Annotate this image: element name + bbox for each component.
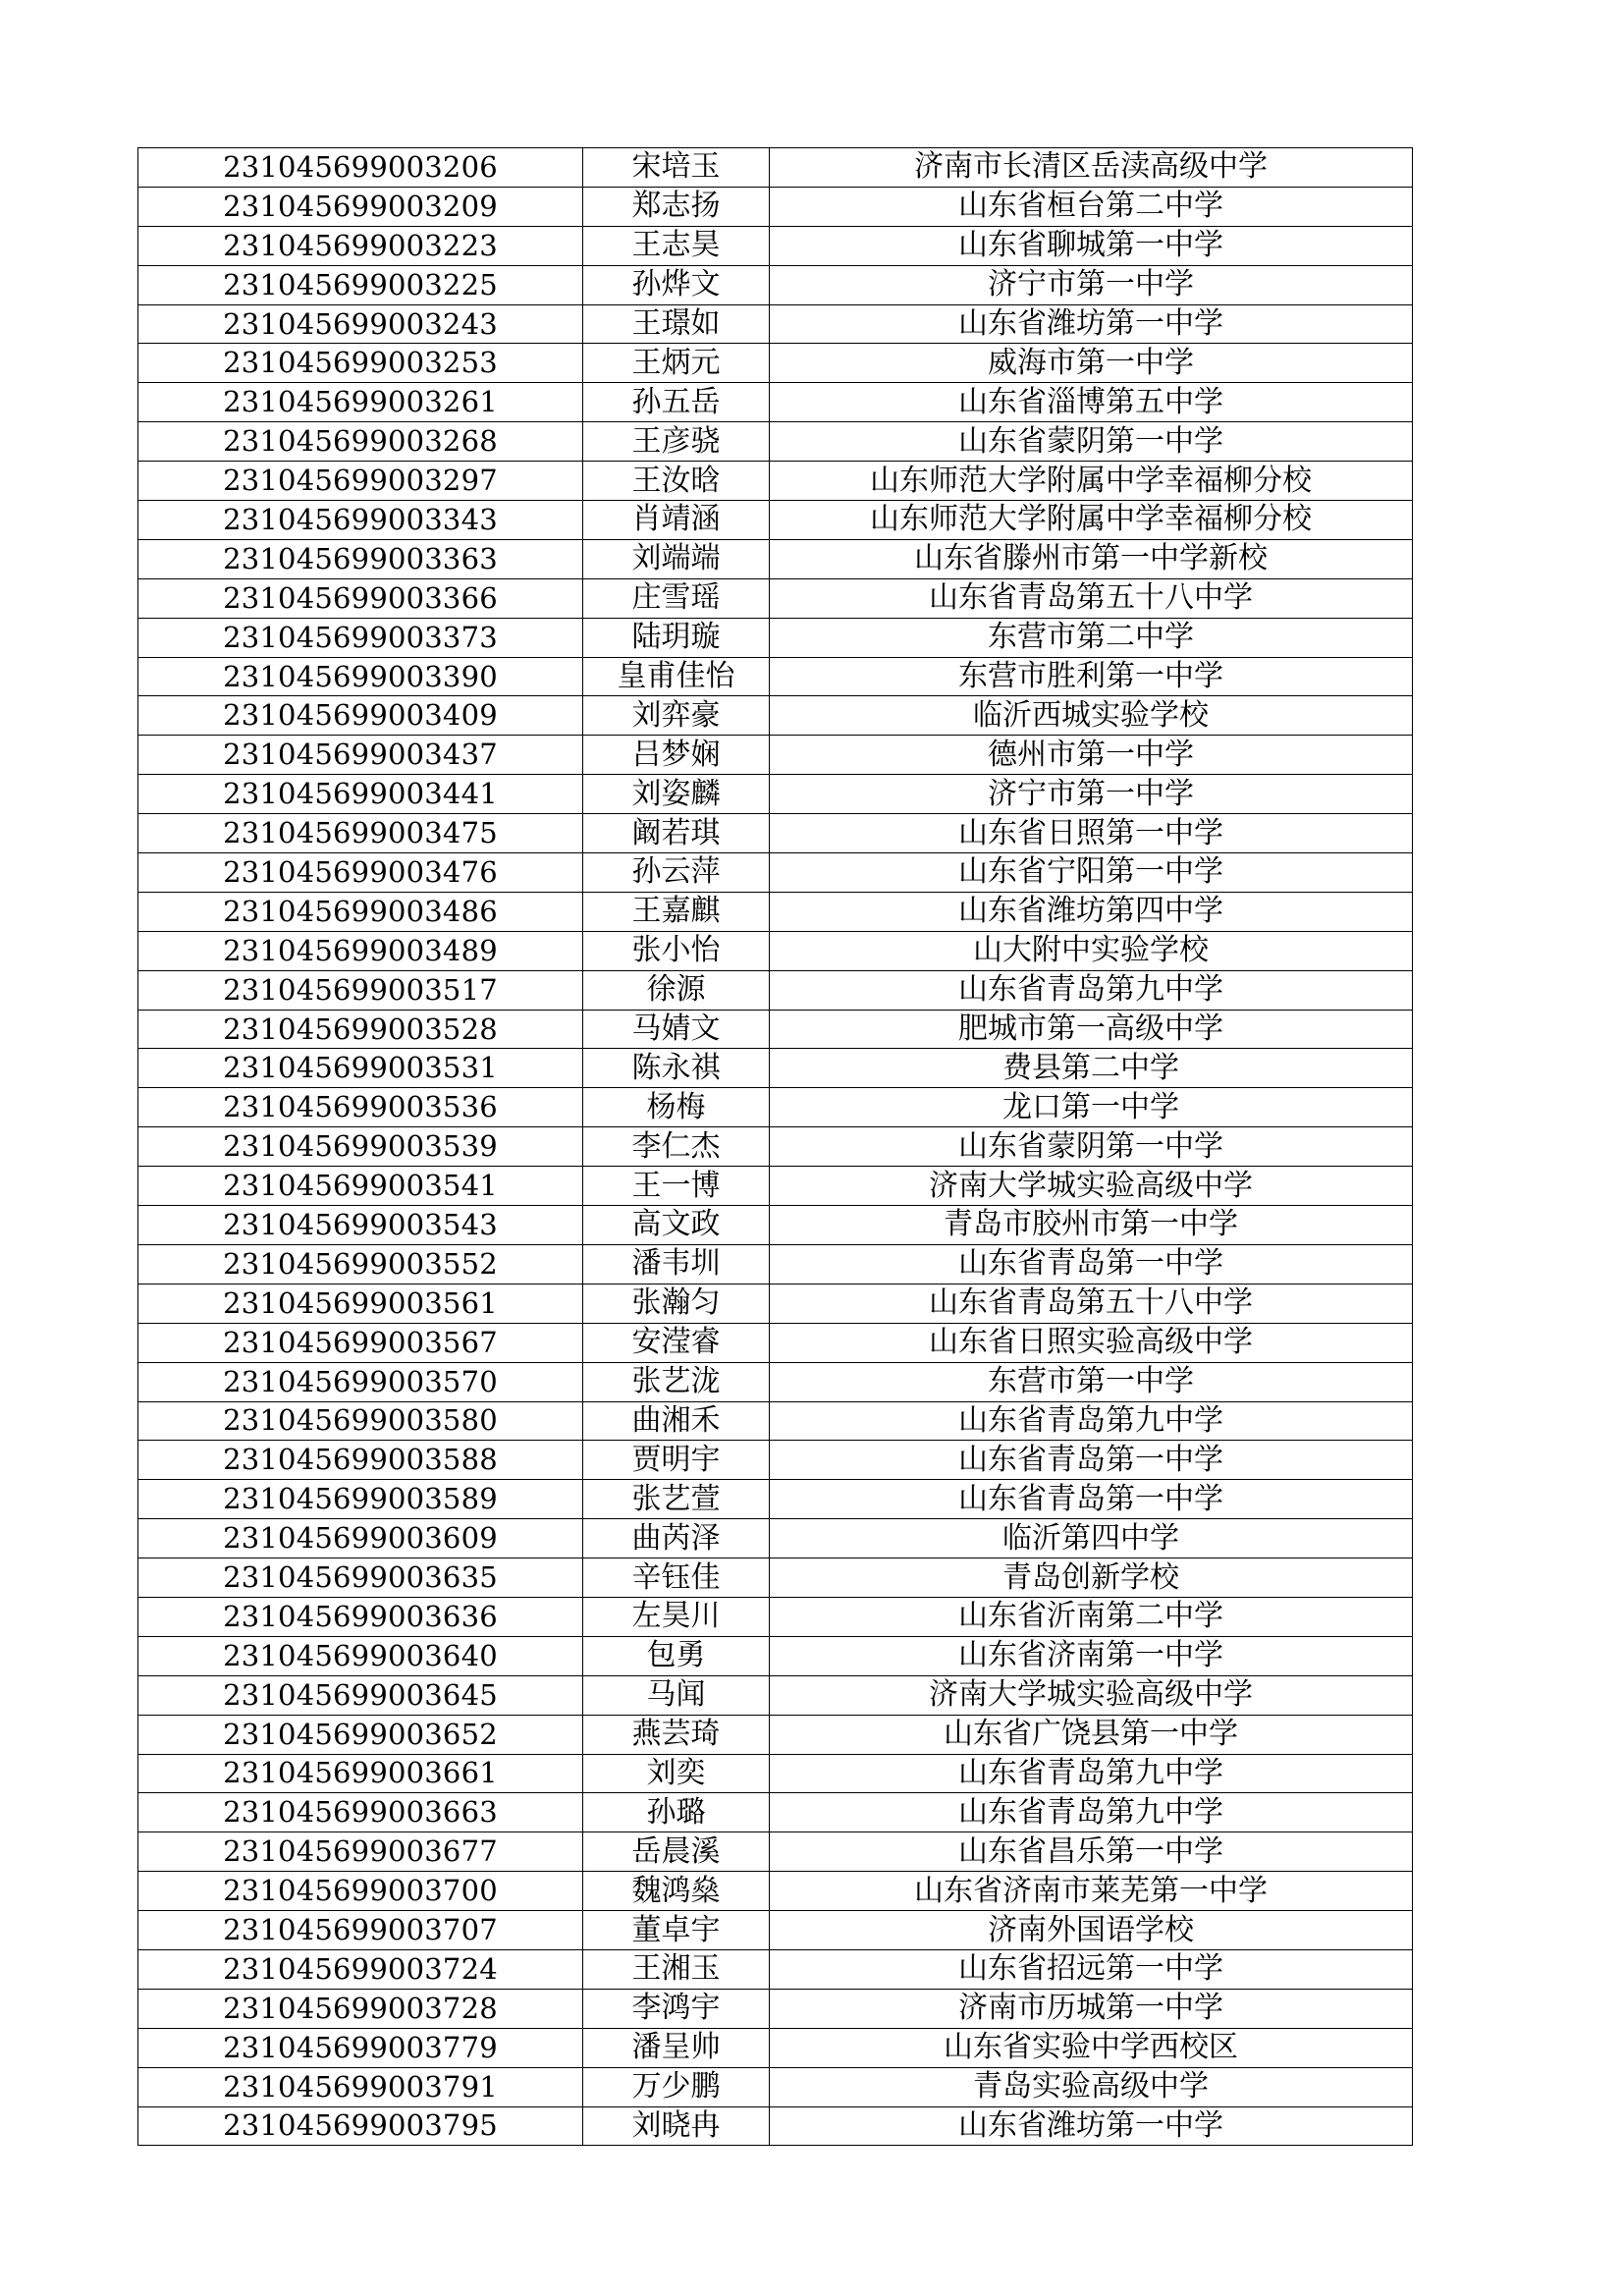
school-name-cell: 山东省青岛第九中学 [770,1401,1413,1441]
table-row [138,853,1413,893]
table-row [138,226,1413,265]
student-name-cell: 王嘉麒 [583,892,770,931]
student-name-cell: 曲芮泽 [583,1519,770,1558]
school-name-cell: 山东省广饶县第一中学 [770,1715,1413,1754]
exam-id-cell: 231045699003206 [138,148,583,188]
table-row [138,1754,1413,1793]
student-name-cell: 曲湘禾 [583,1401,770,1441]
school-name-cell: 山东省青岛第五十八中学 [770,1284,1413,1323]
school-name-cell: 济南市长清区岳渎高级中学 [770,148,1413,188]
table-row [138,736,1413,775]
school-name-cell: 山东省桓台第二中学 [770,187,1413,226]
student-name-cell: 李鸿宇 [583,1989,770,2028]
exam-id-cell: 231045699003609 [138,1519,583,1558]
table-row [138,1480,1413,1519]
student-name-cell: 高文政 [583,1206,770,1245]
exam-id-cell: 231045699003517 [138,970,583,1010]
exam-id-cell: 231045699003366 [138,578,583,618]
student-name-cell: 马闻 [583,1675,770,1715]
student-name-cell: 包勇 [583,1636,770,1675]
table-row [138,1872,1413,1911]
student-name-cell: 王汝晗 [583,462,770,501]
school-name-cell: 山东省青岛第一中学 [770,1244,1413,1284]
exam-id-cell: 231045699003268 [138,422,583,462]
student-name-cell: 张艺萱 [583,1480,770,1519]
table-row [138,1010,1413,1049]
table-row [138,578,1413,618]
school-name-cell: 山东省潍坊第一中学 [770,304,1413,344]
school-name-cell: 山东省潍坊第一中学 [770,2106,1413,2146]
student-name-cell: 王一博 [583,1167,770,1206]
table-row [138,1558,1413,1598]
exam-id-cell: 231045699003779 [138,2028,583,2067]
student-name-cell: 张小怡 [583,931,770,970]
school-name-cell: 山东省淄博第五中学 [770,383,1413,422]
student-name-cell: 万少鹏 [583,2067,770,2106]
school-name-cell: 山东省滕州市第一中学新校 [770,539,1413,578]
student-name-cell: 潘韦圳 [583,1244,770,1284]
school-name-cell: 济南大学城实验高级中学 [770,1167,1413,1206]
table-row [138,657,1413,696]
exam-id-cell: 231045699003728 [138,1989,583,2028]
student-name-cell: 刘弈豪 [583,696,770,736]
student-name-cell: 刘奕 [583,1754,770,1793]
table-row [138,304,1413,344]
student-name-cell: 吕梦娴 [583,736,770,775]
student-name-cell: 张艺泷 [583,1362,770,1401]
school-name-cell: 山东省宁阳第一中学 [770,853,1413,893]
school-name-cell: 山东省聊城第一中学 [770,226,1413,265]
school-name-cell: 德州市第一中学 [770,736,1413,775]
exam-id-cell: 231045699003791 [138,2067,583,2106]
student-name-cell: 阚若琪 [583,814,770,853]
exam-id-cell: 231045699003528 [138,1010,583,1049]
school-name-cell: 山东师范大学附属中学幸福柳分校 [770,462,1413,501]
student-name-cell: 郑志扬 [583,187,770,226]
school-name-cell: 山东省济南市莱芜第一中学 [770,1872,1413,1911]
school-name-cell: 山东省蒙阴第一中学 [770,422,1413,462]
table-row [138,1206,1413,1245]
student-name-cell: 孙烨文 [583,265,770,304]
student-name-cell: 王志昊 [583,226,770,265]
student-name-cell: 皇甫佳怡 [583,657,770,696]
exam-id-cell: 231045699003570 [138,1362,583,1401]
table-row [138,462,1413,501]
table-row [138,1284,1413,1323]
school-name-cell: 青岛市胶州市第一中学 [770,1206,1413,1245]
exam-id-cell: 231045699003531 [138,1049,583,1088]
exam-id-cell: 231045699003663 [138,1793,583,1832]
school-name-cell: 山东省潍坊第四中学 [770,892,1413,931]
exam-id-cell: 231045699003636 [138,1597,583,1636]
student-name-cell: 潘呈帅 [583,2028,770,2067]
school-name-cell: 山东师范大学附属中学幸福柳分校 [770,501,1413,540]
student-name-cell: 王彦骁 [583,422,770,462]
school-name-cell: 山东省青岛第五十八中学 [770,578,1413,618]
exam-id-cell: 231045699003486 [138,892,583,931]
school-name-cell: 东营市第二中学 [770,618,1413,657]
exam-id-cell: 231045699003475 [138,814,583,853]
exam-id-cell: 231045699003489 [138,931,583,970]
table-row [138,539,1413,578]
student-name-cell: 岳晨溪 [583,1832,770,1872]
student-name-cell: 王湘玉 [583,1949,770,1989]
student-name-cell: 陈永祺 [583,1049,770,1088]
table-row [138,1362,1413,1401]
school-name-cell: 山东省济南第一中学 [770,1636,1413,1675]
school-name-cell: 济南市历城第一中学 [770,1989,1413,2028]
exam-id-cell: 231045699003390 [138,657,583,696]
school-name-cell: 济南大学城实验高级中学 [770,1675,1413,1715]
table-row [138,892,1413,931]
school-name-cell: 山大附中实验学校 [770,931,1413,970]
school-name-cell: 山东省青岛第九中学 [770,1793,1413,1832]
table-row [138,1911,1413,1950]
school-name-cell: 肥城市第一高级中学 [770,1010,1413,1049]
table-row [138,696,1413,736]
school-name-cell: 山东省青岛第一中学 [770,1441,1413,1480]
student-name-cell: 王炳元 [583,344,770,383]
table-row [138,814,1413,853]
exam-id-cell: 231045699003561 [138,1284,583,1323]
student-name-cell: 燕芸琦 [583,1715,770,1754]
table-row [138,1636,1413,1675]
table-row [138,1832,1413,1872]
student-name-cell: 孙云萍 [583,853,770,893]
table-row [138,2067,1413,2106]
exam-id-cell: 231045699003223 [138,226,583,265]
student-name-cell: 刘端端 [583,539,770,578]
student-name-cell: 刘晓冉 [583,2106,770,2146]
student-name-cell: 董卓宇 [583,1911,770,1950]
school-name-cell: 济南外国语学校 [770,1911,1413,1950]
school-name-cell: 青岛实验高级中学 [770,2067,1413,2106]
table-row [138,383,1413,422]
school-name-cell: 威海市第一中学 [770,344,1413,383]
exam-id-cell: 231045699003409 [138,696,583,736]
exam-id-cell: 231045699003261 [138,383,583,422]
school-name-cell: 临沂第四中学 [770,1519,1413,1558]
table-row [138,618,1413,657]
table-row [138,1793,1413,1832]
exam-id-cell: 231045699003541 [138,1167,583,1206]
exam-id-cell: 231045699003536 [138,1088,583,1127]
exam-id-cell: 231045699003225 [138,265,583,304]
table-row [138,970,1413,1010]
student-name-cell: 陆玥璇 [583,618,770,657]
school-name-cell: 山东省日照第一中学 [770,814,1413,853]
school-name-cell: 山东省蒙阴第一中学 [770,1127,1413,1167]
exam-id-cell: 231045699003543 [138,1206,583,1245]
table-row [138,1675,1413,1715]
table-row [138,501,1413,540]
exam-id-cell: 231045699003441 [138,775,583,814]
student-name-cell: 孙璐 [583,1793,770,1832]
school-name-cell: 山东省青岛第九中学 [770,970,1413,1010]
exam-id-cell: 231045699003209 [138,187,583,226]
exam-id-cell: 231045699003343 [138,501,583,540]
table-row [138,1441,1413,1480]
table-row [138,148,1413,188]
student-name-cell: 辛钰佳 [583,1558,770,1598]
exam-id-cell: 231045699003661 [138,1754,583,1793]
table-row [138,1519,1413,1558]
student-name-cell: 王璟如 [583,304,770,344]
table-row [138,1049,1413,1088]
table-row [138,1715,1413,1754]
table-row [138,1244,1413,1284]
table-row [138,344,1413,383]
table-row [138,265,1413,304]
school-name-cell: 山东省日照实验高级中学 [770,1323,1413,1362]
student-name-cell: 刘姿麟 [583,775,770,814]
student-name-cell: 张瀚匀 [583,1284,770,1323]
school-name-cell: 费县第二中学 [770,1049,1413,1088]
school-name-cell: 东营市胜利第一中学 [770,657,1413,696]
exam-id-cell: 231045699003297 [138,462,583,501]
exam-id-cell: 231045699003645 [138,1675,583,1715]
exam-id-cell: 231045699003677 [138,1832,583,1872]
exam-id-cell: 231045699003588 [138,1441,583,1480]
school-name-cell: 山东省实验中学西校区 [770,2028,1413,2067]
table-row [138,2106,1413,2146]
school-name-cell: 山东省昌乐第一中学 [770,1832,1413,1872]
school-name-cell: 济宁市第一中学 [770,775,1413,814]
school-name-cell: 龙口第一中学 [770,1088,1413,1127]
exam-id-cell: 231045699003724 [138,1949,583,1989]
table-row [138,775,1413,814]
table-row [138,1989,1413,2028]
school-name-cell: 青岛创新学校 [770,1558,1413,1598]
school-name-cell: 山东省青岛第九中学 [770,1754,1413,1793]
table-row [138,422,1413,462]
table-row [138,1088,1413,1127]
student-name-cell: 孙五岳 [583,383,770,422]
school-name-cell: 济宁市第一中学 [770,265,1413,304]
exam-id-cell: 231045699003552 [138,1244,583,1284]
exam-id-cell: 231045699003243 [138,304,583,344]
exam-id-cell: 231045699003580 [138,1401,583,1441]
student-name-cell: 李仁杰 [583,1127,770,1167]
student-name-cell: 肖靖涵 [583,501,770,540]
student-name-cell: 庄雪瑶 [583,578,770,618]
table-row [138,1597,1413,1636]
table-row [138,931,1413,970]
exam-id-cell: 231045699003253 [138,344,583,383]
school-name-cell: 山东省招远第一中学 [770,1949,1413,1989]
exam-id-cell: 231045699003700 [138,1872,583,1911]
student-name-cell: 贾明宇 [583,1441,770,1480]
table-row [138,187,1413,226]
table-row [138,1167,1413,1206]
exam-id-cell: 231045699003707 [138,1911,583,1950]
table-row [138,2028,1413,2067]
table-row [138,1127,1413,1167]
student-name-cell: 安滢睿 [583,1323,770,1362]
exam-id-cell: 231045699003476 [138,853,583,893]
exam-id-cell: 231045699003640 [138,1636,583,1675]
student-name-cell: 左昊川 [583,1597,770,1636]
roster-body [138,148,1413,2146]
exam-id-cell: 231045699003589 [138,1480,583,1519]
exam-id-cell: 231045699003635 [138,1558,583,1598]
exam-id-cell: 231045699003795 [138,2106,583,2146]
exam-id-cell: 231045699003373 [138,618,583,657]
student-name-cell: 杨梅 [583,1088,770,1127]
school-name-cell: 山东省沂南第二中学 [770,1597,1413,1636]
school-name-cell: 山东省青岛第一中学 [770,1480,1413,1519]
student-name-cell: 魏鸿燊 [583,1872,770,1911]
exam-id-cell: 231045699003567 [138,1323,583,1362]
school-name-cell: 临沂西城实验学校 [770,696,1413,736]
table-row [138,1949,1413,1989]
exam-id-cell: 231045699003363 [138,539,583,578]
exam-id-cell: 231045699003652 [138,1715,583,1754]
table-row [138,1323,1413,1362]
exam-id-cell: 231045699003437 [138,736,583,775]
exam-id-cell: 231045699003539 [138,1127,583,1167]
school-name-cell: 东营市第一中学 [770,1362,1413,1401]
student-name-cell: 宋培玉 [583,148,770,188]
roster-table [137,147,1413,2146]
table-row [138,1401,1413,1441]
student-name-cell: 徐源 [583,970,770,1010]
student-name-cell: 马婧文 [583,1010,770,1049]
